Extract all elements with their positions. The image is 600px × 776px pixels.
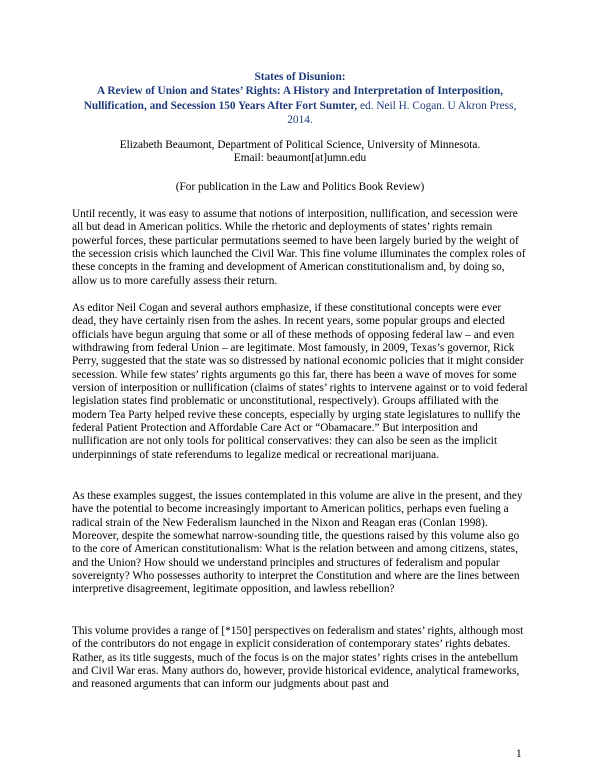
review-title: States of Disunion:: [254, 71, 346, 83]
paragraph-1: Until recently, it was easy to assume that notions of interposition, nullification, and secession were all but dead in American politics. While the rhetoric and deployments of states’ rights remain powerful forces, these particular permutations seemed to have been largely buried by the weight of the secession crisis which launched the Civil War. This fine volume illuminates the complex roles of these concepts in the framing and development of American constitutionalism and, by doing so, allow us to more carefully assess their return.: [72, 208, 526, 287]
author-block: [72, 139, 528, 166]
author-email: Email: beaumont[at]umn.edu: [233, 152, 367, 165]
book-title: A Review of Union and States’ Rights: A History and Interpretation of Interposition, Nullification, and Secession 150 Years After Fort Sumter,: [83, 85, 503, 112]
page-number: 1: [516, 748, 522, 760]
book-citation: ed. Neil H. Cogan. U Akron Press, 2014.: [287, 99, 517, 127]
review-title-block: [72, 70, 528, 128]
paragraph-3: As these examples suggest, the issues contemplated in this volume are alive in the present, and they have the potential to become increasingly important to American politics, perhaps even fueling a radical strain of the New Federalism launched in the Nixon and Reagan eras (Conlan 1998). Moreover, despite the somewhat narrow-sounding title, the questions raised by this volume also go to the core of American constitutionalism: What is the relation between and among citizens, states, and the Union? How should we understand principles and structures of federalism and popular sovereignty? Who possesses authority to interpret the Constitution and where are the lines between interpretive disagreement, legitimate opposition, and lawless rebellion?: [72, 490, 523, 596]
publication-note: (For publication in the Law and Politics Book Review): [175, 181, 425, 193]
paragraph-4: This volume provides a range of [*150] perspectives on federalism and states’ rights, although most of the contributors do not engage in explicit consideration of contemporary states’ rights debates. Rather, as its title suggests, much of the focus is on the major states’ rights crises in the antebellum and Civil War eras. Many authors do, however, provide historical evidence, analytical frameworks, and reasoned arguments that can inform our judgments about past and: [72, 625, 524, 691]
paragraph-2: As editor Neil Cogan and several authors emphasize, if these constitutional concepts were ever dead, they have certainly risen from the ashes. In recent years, some popular groups and elected officials have begun arguing that some or all of these methods of opposing federal law – and even withdrawing from federal Union – are legitimate. Most famously, in 2009, Texas’s governor, Rick Perry, suggested that the state was so distressed by national economic policies that it might consider secession. While few states’ rights arguments go this far, there has been a wave of moves for some version of interposition or nullification (claims of states’ rights to intervene against or to void federal legislation states find problematic or unconstitutional, respectively). Groups affiliated with the modern Tea Party helped revive these concepts, especially by urging state legislatures to nullify the federal Patient Protection and Affordable Care Act or “Obamacare.” But interposition and nullification are not only tools for political conservatives: they can also be seen as the implicit underpinnings of state referendums to legalize medical or recreational marijuana.: [72, 302, 528, 461]
author-affiliation: Elizabeth Beaumont, Department of Political Science, University of Minnesota.: [119, 139, 481, 151]
